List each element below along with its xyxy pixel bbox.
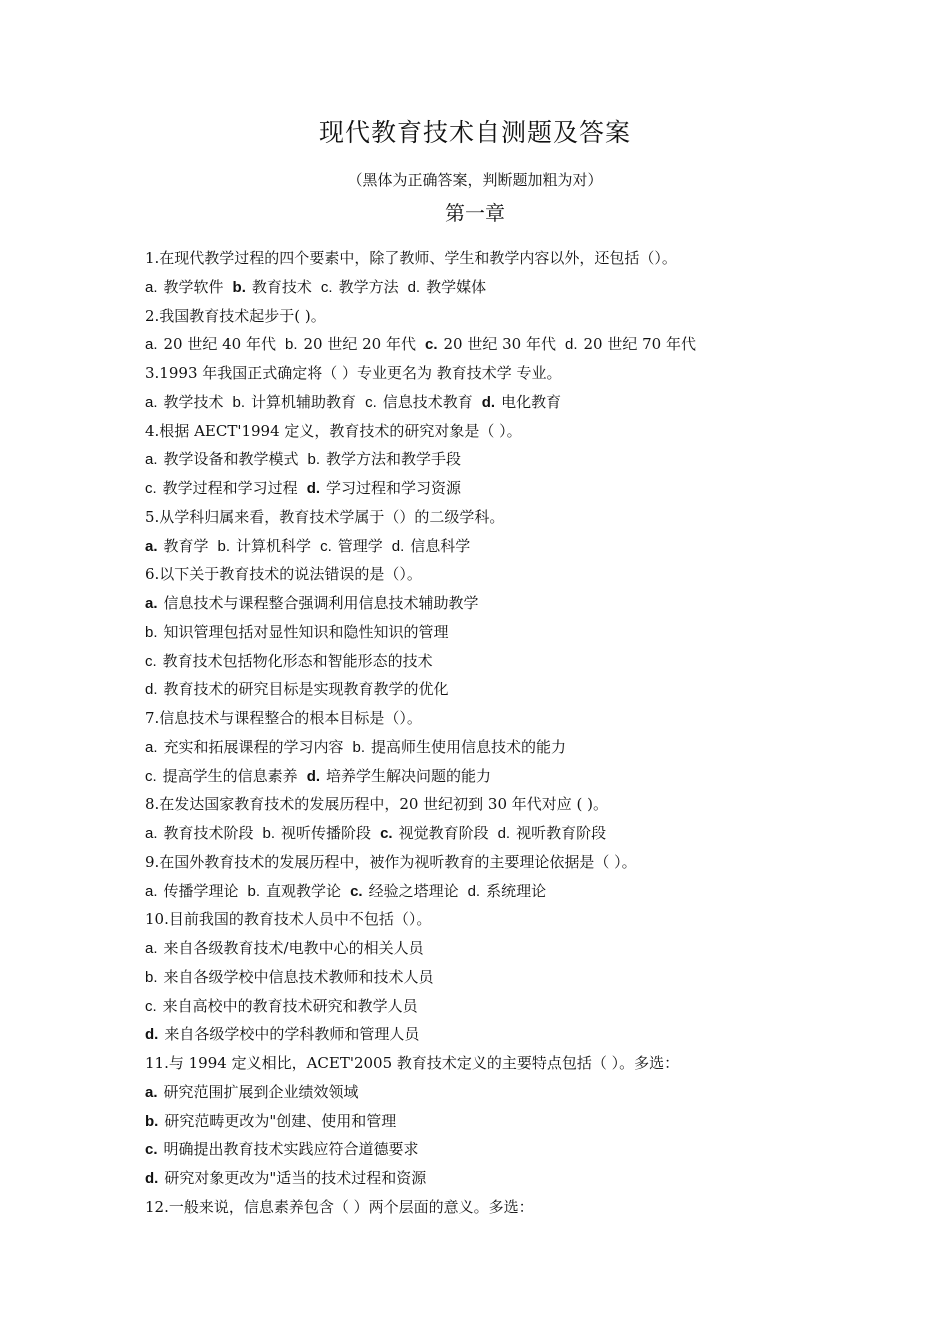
- option-row: [145, 474, 905, 503]
- option: [321, 278, 399, 296]
- option-row: [145, 1135, 905, 1164]
- question-text: 5.从学科归属来看，教育技术学属于（）的二级学科。: [145, 507, 505, 526]
- option-text: 研究范围扩展到企业绩效领域: [163, 1082, 359, 1101]
- option-letter: a.: [145, 738, 158, 756]
- correct-option: [307, 479, 461, 497]
- question-text: 1.在现代教学过程的四个要素中，除了教师、学生和教学内容以外，还包括（）。: [145, 249, 677, 267]
- option: [145, 335, 276, 353]
- option-letter: c.: [350, 882, 363, 900]
- option: [408, 278, 487, 296]
- option-letter: d.: [565, 336, 578, 354]
- option-text: 教学设备和教学模式: [163, 450, 299, 469]
- option: [145, 997, 418, 1015]
- option-letter: a.: [145, 825, 158, 842]
- option: [218, 537, 312, 555]
- option-letter: b.: [352, 738, 366, 756]
- correct-option: [145, 1025, 419, 1043]
- option-text: 传播学理论: [163, 881, 239, 900]
- option: [468, 882, 547, 900]
- option-letter: d.: [306, 767, 321, 785]
- document-subtitle: （黑体为正确答案，判断题加粗为对）: [347, 171, 603, 189]
- option-row: [145, 647, 905, 676]
- option: [145, 479, 298, 497]
- option-letter: a.: [145, 1083, 158, 1101]
- option-letter: b.: [247, 882, 261, 900]
- option-text: 20 世纪 20 年代: [303, 335, 416, 354]
- option-text: 信息技术与课程整合强调利用信息技术辅助教学: [163, 594, 479, 612]
- option-text: 研究范畴更改为"创建、使用和管理: [164, 1111, 397, 1130]
- option-letter: b.: [145, 1112, 159, 1130]
- option-letter: d.: [467, 882, 481, 900]
- option-text: 提高师生使用信息技术的能力: [371, 737, 567, 756]
- option-row: [145, 733, 905, 762]
- question-text: 9.在国外教育技术的发展历程中，被作为视听教育的主要理论依据是（ ）。: [145, 852, 637, 871]
- option-text: 20 世纪 70 年代: [583, 335, 696, 354]
- option-letter: b.: [145, 623, 158, 641]
- option-text: 信息技术教育: [382, 392, 473, 411]
- correct-option: [145, 1140, 419, 1158]
- option-text: 教育技术包括物化形态和智能形态的技术: [162, 651, 433, 670]
- option-letter: c.: [145, 480, 157, 497]
- option-letter: d.: [391, 537, 405, 555]
- option: [145, 450, 299, 468]
- option-letter: a.: [145, 278, 158, 296]
- option-text: 视觉教育阶段: [398, 824, 489, 842]
- option-letter: a.: [145, 393, 158, 411]
- option: [145, 623, 449, 641]
- option: [353, 738, 567, 756]
- option: [145, 738, 344, 756]
- question-text: 12.一般来说，信息素养包含（ ）两个层面的意义。多选：: [145, 1197, 534, 1216]
- option-text: 计算机科学: [236, 536, 312, 555]
- correct-option: [145, 1083, 359, 1101]
- correct-option: [145, 537, 209, 555]
- option: [498, 824, 607, 842]
- option-row: [145, 934, 905, 963]
- option-letter: a.: [145, 336, 158, 354]
- option-text: 系统理论: [486, 881, 547, 900]
- option-row: [145, 1107, 905, 1136]
- option-text: 教学方法和教学手段: [326, 450, 462, 469]
- option-letter: a.: [145, 451, 158, 469]
- option-row: [145, 532, 905, 561]
- option: [145, 652, 433, 670]
- option-letter: d.: [145, 1170, 159, 1187]
- option: [145, 882, 239, 900]
- option-letter: a.: [145, 940, 158, 957]
- option-row: [145, 992, 905, 1021]
- option-row: [145, 877, 905, 906]
- correct-option: [425, 335, 556, 353]
- option-text: 直观教学论: [266, 881, 342, 900]
- option-text: 知识管理包括对显性知识和隐性知识的管理: [163, 622, 449, 641]
- question-text: 2.我国教育技术起步于( )。: [145, 306, 326, 325]
- option-letter: d.: [481, 393, 496, 411]
- option: [263, 824, 372, 842]
- option-letter: b.: [232, 393, 246, 411]
- option-letter: a.: [145, 882, 158, 900]
- option: [145, 680, 449, 698]
- option: [145, 393, 224, 411]
- correct-option: [145, 1169, 426, 1187]
- option-text: 教育学: [163, 536, 209, 555]
- option-row: [145, 1078, 905, 1107]
- option-row: [145, 762, 905, 791]
- option-letter: c.: [365, 393, 377, 411]
- correct-option: [482, 393, 561, 411]
- option-letter: d.: [306, 480, 321, 497]
- document-title: 现代教育技术自测题及答案: [318, 118, 631, 147]
- option-text: 培养学生解决问题的能力: [326, 766, 492, 785]
- chapter-heading: 第一章: [445, 201, 505, 225]
- option-text: 研究对象更改为"适当的技术过程和资源: [164, 1169, 427, 1187]
- option: [145, 968, 434, 986]
- correct-option: [145, 594, 479, 612]
- option-text: 教学软件: [163, 277, 224, 296]
- option-letter: d.: [407, 278, 421, 296]
- question-text: 10.目前我国的教育技术人员中不包括（）。: [145, 910, 432, 929]
- option-text: 管理学: [337, 536, 383, 555]
- option-text: 教育技术阶段: [163, 824, 254, 842]
- option-text: 计算机辅助教育: [251, 392, 357, 411]
- option-letter: b.: [285, 336, 298, 354]
- option-letter: c.: [320, 537, 332, 555]
- option-row: [145, 589, 905, 618]
- option-letter: c.: [145, 652, 157, 670]
- option-text: 提高学生的信息素养: [162, 766, 298, 785]
- option: [233, 393, 357, 411]
- option-text: 视听教育阶段: [516, 824, 607, 842]
- option-letter: c.: [145, 1141, 158, 1159]
- question-text: 11.与 1994 定义相比，ACET'2005 教育技术定义的主要特点包括（ ）。多选：: [145, 1054, 680, 1072]
- option-row: [145, 330, 905, 359]
- correct-option: [233, 278, 312, 296]
- option-row: [145, 1020, 905, 1049]
- option-text: 电化教育: [501, 392, 562, 411]
- option-text: 来自各级教育技术/电教中心的相关人员: [163, 939, 424, 957]
- option-text: 教育技术: [251, 277, 312, 296]
- option-text: 经验之塔理论: [368, 881, 459, 900]
- option-letter: b.: [217, 537, 231, 555]
- option-letter: b.: [307, 451, 321, 469]
- question-text: 7.信息技术与课程整合的根本目标是（）。: [145, 709, 422, 727]
- option-letter: d.: [145, 681, 158, 699]
- option-row: [145, 1164, 905, 1193]
- option-text: 20 世纪 40 年代: [163, 335, 276, 354]
- option-text: 视听传播阶段: [281, 824, 372, 842]
- option-letter: a.: [145, 595, 158, 612]
- option-row: [145, 819, 905, 848]
- option-text: 来自各级学校中的学科教师和管理人员: [164, 1025, 420, 1044]
- option-text: 教育技术的研究目标是实现教育教学的优化: [163, 680, 449, 699]
- option-text: 充实和拓展课程的学习内容: [163, 737, 344, 756]
- option-row: [145, 445, 905, 474]
- option-letter: d.: [497, 825, 511, 842]
- correct-option: [350, 882, 459, 900]
- question-text: 3.1993 年我国正式确定将（ ）专业更名为 教育技术学 专业。: [145, 364, 562, 382]
- option: [565, 335, 696, 353]
- option: [145, 278, 224, 296]
- option-letter: c.: [425, 336, 438, 354]
- option-letter: d.: [145, 1026, 159, 1044]
- option-text: 教学技术: [163, 392, 224, 411]
- option-letter: a.: [145, 537, 158, 555]
- option-letter: b.: [262, 825, 276, 842]
- option-text: 明确提出教育技术实践应符合道德要求: [163, 1140, 419, 1159]
- option: [392, 537, 471, 555]
- option: [285, 335, 416, 353]
- option-letter: b.: [232, 278, 246, 296]
- option-row: [145, 388, 905, 417]
- option-text: 教学过程和学习过程: [162, 479, 298, 497]
- option-text: 信息科学: [410, 536, 471, 555]
- option-letter: c.: [320, 278, 333, 296]
- option: [308, 450, 462, 468]
- option: [365, 393, 473, 411]
- option-text: 教学方法: [338, 277, 399, 296]
- option-text: 20 世纪 30 年代: [443, 335, 556, 354]
- option: [145, 824, 254, 842]
- option-letter: c.: [145, 997, 157, 1015]
- question-text: 4.根据 AECT'1994 定义，教育技术的研究对象是（ ）。: [145, 421, 522, 440]
- question-list: [145, 244, 905, 1222]
- option-text: 来自高校中的教育技术研究和教学人员: [162, 996, 418, 1015]
- option-letter: b.: [145, 968, 158, 986]
- option-letter: c.: [145, 767, 157, 785]
- option-text: 来自各级学校中信息技术教师和技术人员: [163, 967, 434, 986]
- option-text: 教学媒体: [426, 277, 487, 296]
- option: [145, 939, 424, 957]
- option-row: [145, 273, 905, 302]
- correct-option: [380, 824, 489, 842]
- question-text: 8.在发达国家教育技术的发展历程中，20 世纪初到 30 年代对应 ( )。: [145, 795, 609, 814]
- option-text: 学习过程和学习资源: [326, 479, 462, 497]
- correct-option: [307, 767, 491, 785]
- option: [145, 767, 298, 785]
- option: [320, 537, 383, 555]
- option-letter: c.: [380, 825, 393, 842]
- correct-option: [145, 1112, 396, 1130]
- option-row: [145, 963, 905, 992]
- option-row: [145, 675, 905, 704]
- question-text: 6.以下关于教育技术的说法错误的是（）。: [145, 565, 422, 584]
- option-row: [145, 618, 905, 647]
- option: [248, 882, 342, 900]
